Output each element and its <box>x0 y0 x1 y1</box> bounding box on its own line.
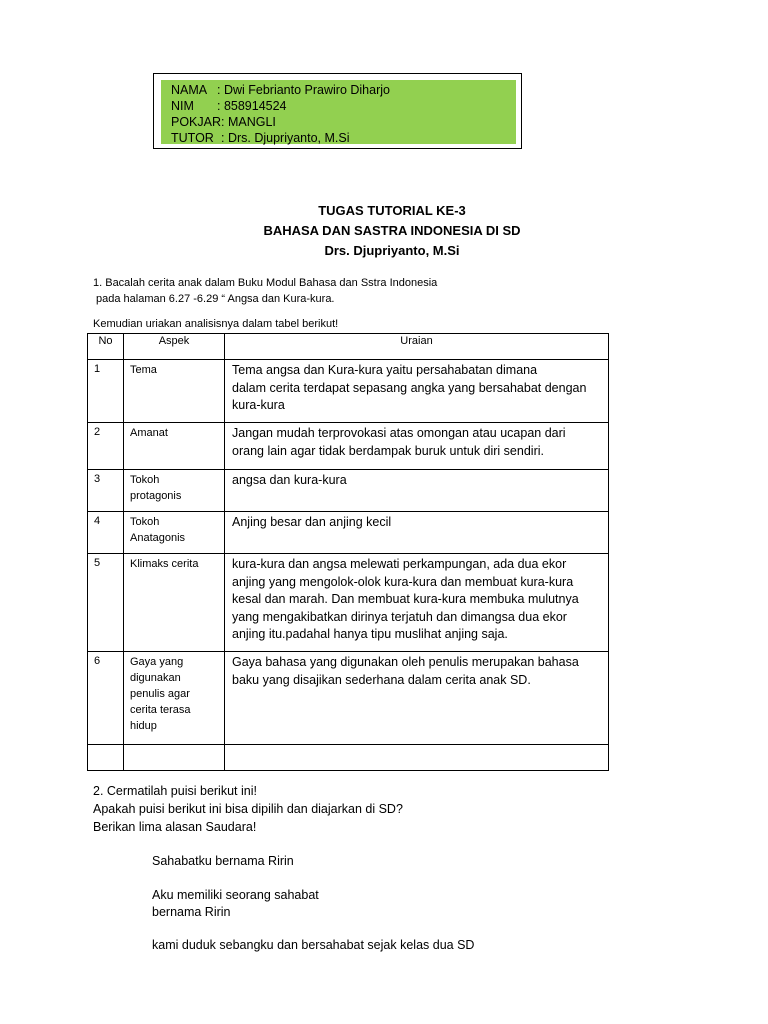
row-uraian: Anjing besar dan anjing kecil <box>225 512 609 554</box>
table-row <box>88 512 609 554</box>
table-row-empty <box>88 745 609 771</box>
row-uraian: angsa dan kura-kura <box>225 470 609 512</box>
row-no: 2 <box>88 423 124 470</box>
row-aspek: Amanat <box>124 423 225 470</box>
tutor-line <box>171 130 350 146</box>
table-row <box>88 652 609 745</box>
q2-line2: Apakah puisi berikut ini bisa dipilih dan diajarkan di SD? <box>93 802 403 816</box>
pokjar-line <box>171 114 276 130</box>
row-uraian: Jangan mudah terprovokasi atas omongan atau ucapan dari orang lain agar tidak berdampak buruk untuk diri sendiri. <box>225 423 609 470</box>
row-no: 5 <box>88 554 124 652</box>
nim-line <box>171 98 287 114</box>
row-uraian: Gaya bahasa yang digunakan oleh penulis merupakan bahasa baku yang disajikan sederhana dalam cerita anak SD. <box>225 652 609 745</box>
table-row <box>88 423 609 470</box>
row-aspek: Gaya yang digunakan penulis agar cerita terasa hidup <box>124 652 225 745</box>
poem-line: Aku memiliki seorang sahabat <box>152 888 319 902</box>
row-no: 6 <box>88 652 124 745</box>
doc-lecturer: Drs. Djupriyanto, M.Si <box>324 243 460 258</box>
q2-line1: 2. Cermatilah puisi berikut ini! <box>93 784 257 798</box>
nama-value: : Dwi Febrianto Prawiro Diharjo <box>217 83 390 97</box>
analysis-table <box>87 333 609 771</box>
row-no: 4 <box>88 512 124 554</box>
q1-line2: pada halaman 6.27 -6.29 “ Angsa dan Kura-kura. <box>96 293 335 305</box>
row-no <box>88 745 124 771</box>
identity-highlight <box>161 80 516 144</box>
poem-line: kami duduk sebangku dan bersahabat sejak kelas dua SD <box>152 938 475 952</box>
row-aspek: Tokoh protagonis <box>124 470 225 512</box>
doc-title: TUGAS TUTORIAL KE-3 <box>318 203 466 218</box>
row-aspek: Klimaks cerita <box>124 554 225 652</box>
row-uraian <box>225 745 609 771</box>
row-no: 3 <box>88 470 124 512</box>
tutor-value: : Drs. Djupriyanto, M.Si <box>221 131 350 145</box>
doc-subject: BAHASA DAN SASTRA INDONESIA DI SD <box>263 223 521 238</box>
poem-line: bernama Ririn <box>152 905 231 919</box>
table-row <box>88 360 609 423</box>
row-no: 1 <box>88 360 124 423</box>
row-uraian: kura-kura dan angsa melewati perkampungan, ada dua ekor anjing yang mengolok-olok kura-kura dan membuat kura-kura kesal dan marah. Dan membuat kura-kura membuka mulutnya yang mengakibatkan dirinya terjatuh dan dimangsa dua ekor anjing itu.padahal hanya tipu muslihat anjing saja. <box>225 554 609 652</box>
pokjar-label: POKJAR <box>171 115 222 129</box>
nim-label: NIM <box>171 99 194 113</box>
row-aspek: Tema <box>124 360 225 423</box>
table-row <box>88 554 609 652</box>
nama-line <box>171 82 390 98</box>
row-aspek <box>124 745 225 771</box>
tutor-label: TUTOR <box>171 131 214 145</box>
header-uraian: Uraian <box>225 334 609 360</box>
identity-box <box>153 73 522 149</box>
row-aspek: Tokoh Anatagonis <box>124 512 225 554</box>
pokjar-value: : MANGLI <box>221 115 276 129</box>
header-no: No <box>88 334 124 360</box>
table-header-row <box>88 334 609 360</box>
table-row <box>88 470 609 512</box>
header-aspek: Aspek <box>124 334 225 360</box>
poem-title: Sahabatku bernama Ririn <box>152 854 294 868</box>
q2-line3: Berikan lima alasan Saudara! <box>93 820 257 834</box>
row-uraian: Tema angsa dan Kura-kura yaitu persahabatan dimana dalam cerita terdapat sepasang angka yang bersahabat dengan kura-kura <box>225 360 609 423</box>
q1-line1: 1. Bacalah cerita anak dalam Buku Modul Bahasa dan Sstra Indonesia <box>93 277 438 289</box>
q1-line3: Kemudian uriakan analisisnya dalam tabel berikut! <box>93 318 339 330</box>
nama-label: NAMA <box>171 83 208 97</box>
nim-value: : 858914524 <box>217 99 287 113</box>
